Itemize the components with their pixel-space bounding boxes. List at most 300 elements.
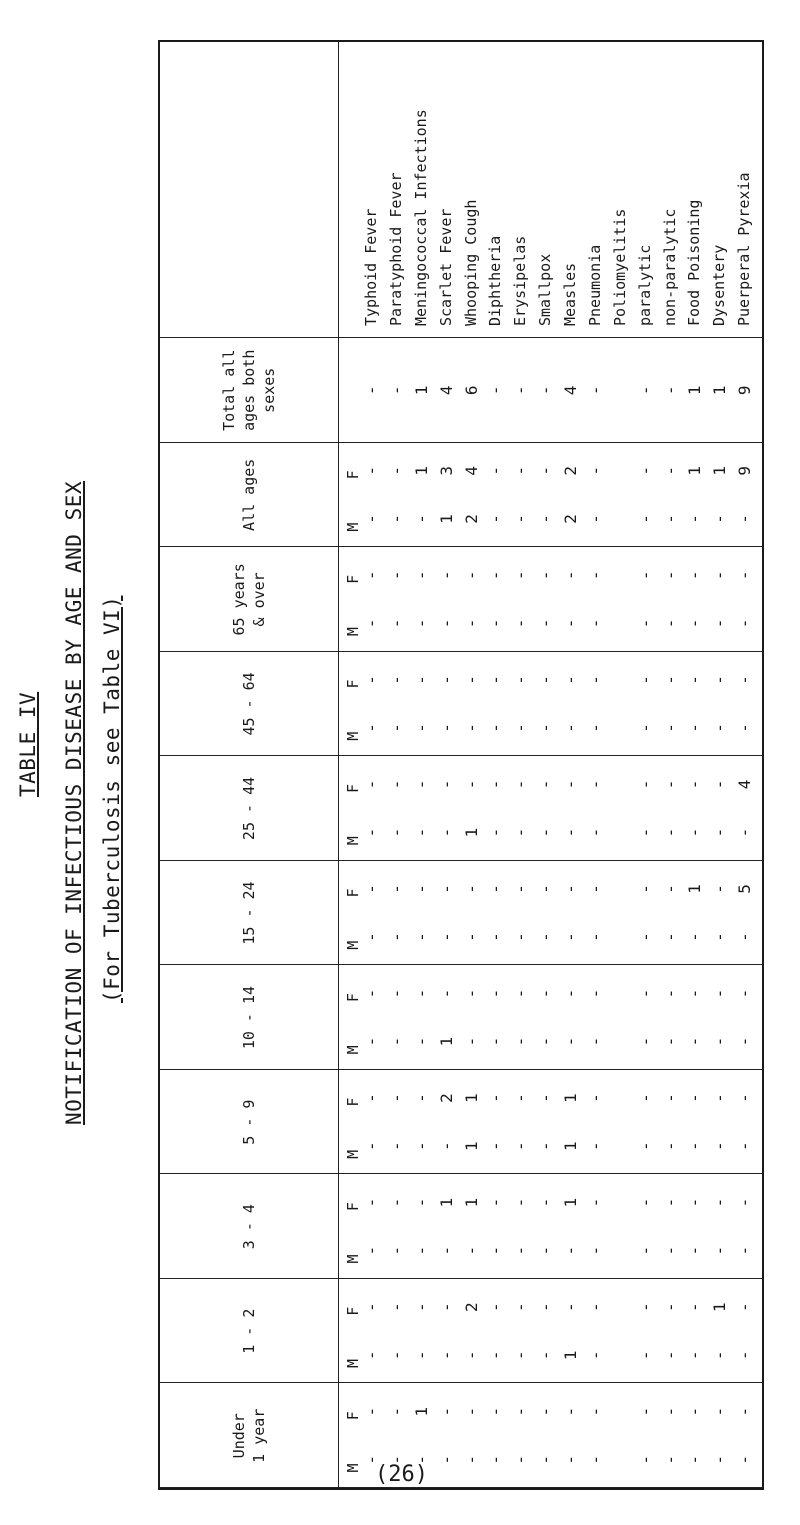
table-value: - (536, 514, 556, 524)
table-value: - (585, 1302, 605, 1312)
notification-table (158, 40, 764, 1490)
table-value: - (362, 827, 381, 838)
table-value: - (362, 1197, 381, 1208)
table-value: - (411, 779, 431, 790)
table-value: - (735, 1454, 755, 1465)
table-value: - (362, 723, 381, 733)
table-value: - (735, 1197, 755, 1208)
table-value: - (386, 1245, 406, 1256)
table-value: - (685, 570, 705, 581)
table-value: - (436, 1406, 456, 1417)
table-value: - (486, 1406, 506, 1417)
table-value: - (585, 884, 605, 894)
table-value: - (585, 723, 605, 733)
age-group-header (160, 652, 338, 757)
age-group-label: 1 - 2 (240, 1308, 258, 1354)
table-value: - (710, 1454, 730, 1465)
table-value: - (710, 884, 730, 894)
table-value: - (536, 988, 556, 999)
disease-name: Typhoid Fever (362, 208, 380, 326)
table-value: - (411, 1141, 431, 1151)
table-value: - (411, 1454, 431, 1465)
table-value: - (635, 932, 655, 942)
table-value: - (461, 1036, 481, 1047)
table-value: - (685, 618, 705, 629)
table-value: - (411, 1036, 431, 1047)
age-group-label: 45 - 64 (240, 672, 258, 736)
table-value: - (660, 1036, 680, 1047)
disease-name: paralytic (635, 244, 654, 326)
table-value: - (660, 1141, 680, 1151)
disease-name: non-paralytic (660, 208, 679, 326)
table-value: - (585, 675, 605, 685)
table-value: - (585, 827, 605, 838)
table-value: - (411, 618, 431, 629)
table-value: - (735, 1093, 755, 1103)
table-value: - (411, 1093, 431, 1103)
table-value: - (685, 514, 705, 524)
table-value: - (735, 723, 755, 733)
table-value: - (436, 932, 456, 942)
table-value: - (536, 932, 556, 942)
table-value: 4 (561, 385, 580, 396)
table-value: - (585, 1350, 605, 1361)
table-value: 5 (735, 884, 755, 894)
table-value: - (635, 988, 655, 999)
table-value: - (386, 932, 406, 942)
table-value: - (710, 988, 730, 999)
table-value: - (362, 570, 381, 581)
table-value: - (660, 618, 680, 629)
table-value: - (561, 1454, 580, 1465)
table-value: - (710, 827, 730, 838)
table-value: - (660, 1406, 680, 1417)
table-value: - (710, 618, 730, 629)
table-value: - (486, 514, 506, 524)
table-value: - (511, 675, 531, 685)
table-value: - (735, 1406, 755, 1417)
table-value: - (635, 884, 655, 894)
table-value: 1 (461, 1141, 481, 1151)
table-value: - (386, 618, 406, 629)
table-value: - (561, 1245, 580, 1256)
table-value: - (461, 988, 481, 999)
table-value: - (362, 385, 381, 396)
table-value: - (660, 514, 680, 524)
table-value: - (436, 1302, 456, 1312)
table-value: - (536, 675, 556, 685)
table-value: - (561, 827, 580, 838)
table-value: - (461, 884, 481, 894)
table-value: - (386, 385, 406, 396)
table-value: - (486, 570, 506, 581)
table-value: 1 (561, 1197, 580, 1208)
sex-label: M (344, 1254, 362, 1264)
table-value: - (735, 827, 755, 838)
table-value: - (511, 884, 531, 894)
table-value: - (511, 1454, 531, 1465)
table-value: - (362, 1036, 381, 1047)
table-value: - (660, 1197, 680, 1208)
table-value: - (536, 1093, 556, 1103)
table-value: - (561, 570, 580, 581)
table-value: - (536, 1454, 556, 1465)
sex-label: F (344, 679, 362, 689)
table-value: - (511, 1302, 531, 1312)
table-value: - (685, 988, 705, 999)
table-value: - (486, 827, 506, 838)
sex-label: M (344, 836, 362, 846)
table-value: - (735, 1141, 755, 1151)
table-value: - (486, 988, 506, 999)
table-value: - (635, 827, 655, 838)
table-value: - (362, 675, 381, 685)
table-value: 9 (735, 465, 755, 476)
table-value: - (386, 675, 406, 685)
table-value: - (486, 1036, 506, 1047)
table-value: - (511, 385, 531, 396)
table-value: - (362, 1406, 381, 1417)
table-value: - (362, 465, 381, 476)
table-value: - (362, 514, 381, 524)
table-value: 1 (710, 465, 730, 476)
table-value: - (710, 1406, 730, 1417)
age-group-label: Total all (220, 349, 238, 431)
table-value: - (461, 1406, 481, 1417)
table-value: - (436, 884, 456, 894)
table-value: - (585, 1093, 605, 1103)
table-value: - (486, 1350, 506, 1361)
table-value: - (536, 1350, 556, 1361)
table-value: - (635, 465, 655, 476)
table-value: - (660, 570, 680, 581)
table-value: - (461, 570, 481, 581)
table-value: - (486, 779, 506, 790)
table-value: - (561, 779, 580, 790)
table-value: - (362, 1245, 381, 1256)
table-value: - (461, 723, 481, 733)
table-value: - (735, 1245, 755, 1256)
table-value: - (511, 723, 531, 733)
table-value: - (635, 618, 655, 629)
table-value: - (486, 675, 506, 685)
table-value: - (561, 675, 580, 685)
age-group-label: 15 - 24 (240, 881, 258, 945)
table-value: - (685, 1245, 705, 1256)
table-value: - (685, 1036, 705, 1047)
table-value: - (511, 1350, 531, 1361)
table-value: - (660, 932, 680, 942)
sex-label: F (344, 1306, 362, 1316)
table-value: - (635, 1141, 655, 1151)
table-value: 2 (461, 514, 481, 524)
table-value: - (735, 1036, 755, 1047)
table-value: - (710, 675, 730, 685)
age-group-label: 5 - 9 (240, 1099, 258, 1145)
table-label: TABLE IV (16, 691, 40, 797)
table-value: - (436, 779, 456, 790)
disease-name: Measles (561, 262, 579, 326)
table-value: - (585, 1036, 605, 1047)
table-value: - (561, 618, 580, 629)
age-group-header (160, 861, 338, 966)
age-group-label: 3 - 4 (240, 1204, 258, 1250)
table-value: - (635, 779, 655, 790)
sex-label: M (344, 627, 362, 637)
table-value: 1 (561, 1141, 580, 1151)
table-value: - (486, 465, 506, 476)
disease-name: Diphtheria (486, 235, 505, 326)
table-value: 1 (436, 514, 456, 524)
table-value: - (660, 465, 680, 476)
table-value: - (511, 1197, 531, 1208)
table-value: - (735, 932, 755, 942)
table-value: - (660, 779, 680, 790)
table-value: - (461, 675, 481, 685)
table-value: - (511, 779, 531, 790)
table-value: - (386, 779, 406, 790)
table-value: - (735, 988, 755, 999)
table-value: - (635, 1302, 655, 1312)
table-value: - (362, 1141, 381, 1151)
table-value: 1 (461, 1093, 481, 1103)
table-value: - (386, 514, 406, 524)
table-value: - (735, 1350, 755, 1361)
table-value: - (436, 618, 456, 629)
table-value: - (710, 723, 730, 733)
table-value: 4 (461, 465, 481, 476)
table-value: - (411, 1245, 431, 1256)
table-value: - (585, 932, 605, 942)
age-group-header (160, 965, 338, 1070)
table-value: - (536, 385, 556, 396)
table-value: - (436, 1245, 456, 1256)
table-value: - (436, 723, 456, 733)
table-value: - (735, 1302, 755, 1312)
table-subtitle: (For Tuberculosis see Table VI) (100, 595, 124, 1003)
table-value: - (411, 1302, 431, 1312)
table-value: - (635, 675, 655, 685)
disease-name: Dysentery (710, 244, 729, 326)
table-value: - (536, 1406, 556, 1417)
table-value: - (386, 827, 406, 838)
table-value: - (511, 1406, 531, 1417)
table-value: - (362, 1093, 381, 1103)
sex-label: F (344, 574, 362, 584)
table-value: - (511, 827, 531, 838)
table-value: - (436, 988, 456, 999)
table-value: - (461, 618, 481, 629)
age-group-label: & over (250, 572, 268, 627)
table-value: - (511, 1093, 531, 1103)
table-value: - (660, 988, 680, 999)
table-value: - (536, 570, 556, 581)
disease-column (160, 38, 766, 338)
sex-label: M (344, 940, 362, 950)
table-value: - (710, 570, 730, 581)
table-value: - (585, 1454, 605, 1465)
table-value: - (511, 1036, 531, 1047)
age-group-header (160, 1070, 338, 1175)
table-value: - (461, 932, 481, 942)
table-value: - (386, 1302, 406, 1312)
table-value: - (685, 1093, 705, 1103)
sex-label: F (344, 470, 362, 480)
table-value: - (685, 827, 705, 838)
table-value: - (362, 1454, 381, 1465)
table-value: - (386, 723, 406, 733)
disease-name: Whooping Cough (461, 199, 480, 326)
table-value: - (660, 1245, 680, 1256)
table-value: 1 (411, 385, 431, 396)
table-value: - (685, 1350, 705, 1361)
table-value: 6 (461, 385, 481, 396)
table-value: 2 (436, 1093, 456, 1103)
page-number: (26) (375, 1462, 428, 1487)
table-value: - (486, 723, 506, 733)
table-value: 1 (561, 1093, 580, 1103)
age-group-header (160, 547, 338, 652)
table-value: - (561, 932, 580, 942)
table-value: - (735, 570, 755, 581)
table-value: 4 (735, 779, 755, 790)
table-value: - (561, 1302, 580, 1312)
table-value: - (735, 675, 755, 685)
table-value: - (710, 779, 730, 790)
table-value: - (436, 570, 456, 581)
table-value: - (561, 988, 580, 999)
disease-name: Erysipelas (511, 235, 530, 326)
sex-label: M (344, 1045, 362, 1055)
age-group-label: 10 - 14 (240, 985, 258, 1050)
table-value: - (635, 385, 655, 396)
table-value: - (710, 1093, 730, 1103)
table-value: - (585, 1197, 605, 1208)
table-value: - (660, 385, 680, 396)
age-group-label: 65 years (230, 563, 248, 636)
table-value: - (461, 1245, 481, 1256)
sex-label: M (344, 1149, 362, 1159)
table-value: - (536, 1197, 556, 1208)
table-value: 1 (685, 884, 705, 894)
table-value: - (585, 1245, 605, 1256)
disease-name: Puerperal Pyrexia (735, 172, 754, 326)
table-value: - (685, 675, 705, 685)
table-value: - (362, 618, 381, 629)
table-value: - (710, 1350, 730, 1361)
table-value: 2 (561, 514, 580, 524)
table-value: - (561, 1406, 580, 1417)
table-value: - (660, 827, 680, 838)
table-value: - (635, 514, 655, 524)
table-value: - (536, 1245, 556, 1256)
table-value: - (511, 1141, 531, 1151)
table-value: - (536, 779, 556, 790)
table-value: - (536, 827, 556, 838)
table-value: - (411, 932, 431, 942)
sex-label: F (344, 1097, 362, 1107)
sex-label: F (344, 1411, 362, 1421)
disease-name: Food Poisoning (685, 199, 704, 326)
table-value: - (585, 779, 605, 790)
table-value: - (436, 1350, 456, 1361)
table-value: - (411, 988, 431, 999)
table-value: 1 (710, 385, 730, 396)
table-value: - (362, 988, 381, 999)
table-value: - (362, 884, 381, 894)
table-value: 1 (411, 1406, 431, 1417)
sex-label: M (344, 731, 362, 741)
table-value: - (411, 827, 431, 838)
table-value: - (585, 385, 605, 396)
table-value: - (411, 675, 431, 685)
sex-label: F (344, 783, 362, 793)
age-group-label: 25 - 44 (240, 776, 258, 841)
table-value: - (536, 884, 556, 894)
table-value: - (461, 1350, 481, 1361)
table-value: - (635, 1245, 655, 1256)
sex-label: F (344, 1202, 362, 1212)
disease-name: Poliomyelitis (610, 208, 629, 326)
table-title: NOTIFICATION OF INFECTIOUS DISEASE BY AGE AND SEX (62, 480, 86, 1125)
table-value: - (585, 570, 605, 581)
table-value: - (386, 1141, 406, 1151)
table-value: 3 (436, 465, 456, 476)
table-value: - (735, 514, 755, 524)
table-value: - (585, 618, 605, 629)
table-value: - (710, 1141, 730, 1151)
table-value: - (386, 884, 406, 894)
table-value: - (585, 1141, 605, 1151)
table-value: - (685, 1141, 705, 1151)
table-value: - (585, 1406, 605, 1417)
table-value: 1 (561, 1350, 580, 1361)
table-value: 9 (735, 385, 755, 396)
table-value: - (635, 723, 655, 733)
table-value: - (635, 1350, 655, 1361)
table-value: - (486, 884, 506, 894)
table-value: - (536, 1036, 556, 1047)
table-value: - (710, 1197, 730, 1208)
table-value: - (536, 465, 556, 476)
table-value: - (386, 1350, 406, 1361)
table-value: - (660, 1093, 680, 1103)
table-value: - (660, 884, 680, 894)
table-value: - (710, 1245, 730, 1256)
table-value: - (511, 465, 531, 476)
table-value: - (486, 1454, 506, 1465)
table-value: - (536, 1141, 556, 1151)
table-value: 1 (710, 1302, 730, 1312)
table-value: - (685, 779, 705, 790)
sex-label: F (344, 993, 362, 1003)
table-value: - (685, 723, 705, 733)
sex-label: M (344, 522, 362, 532)
table-value: - (461, 779, 481, 790)
disease-name: Meningococcal Infections (411, 109, 430, 326)
table-value: - (411, 1197, 431, 1208)
table-value: - (536, 723, 556, 733)
sex-label: M (344, 1463, 362, 1473)
age-group-label: 1 year (250, 1408, 268, 1463)
table-value: - (660, 1302, 680, 1312)
table-value: - (386, 1036, 406, 1047)
table-value: - (635, 1406, 655, 1417)
table-value: - (362, 779, 381, 790)
table-value: - (386, 1454, 406, 1465)
table-value: - (660, 675, 680, 685)
table-value: - (635, 1036, 655, 1047)
